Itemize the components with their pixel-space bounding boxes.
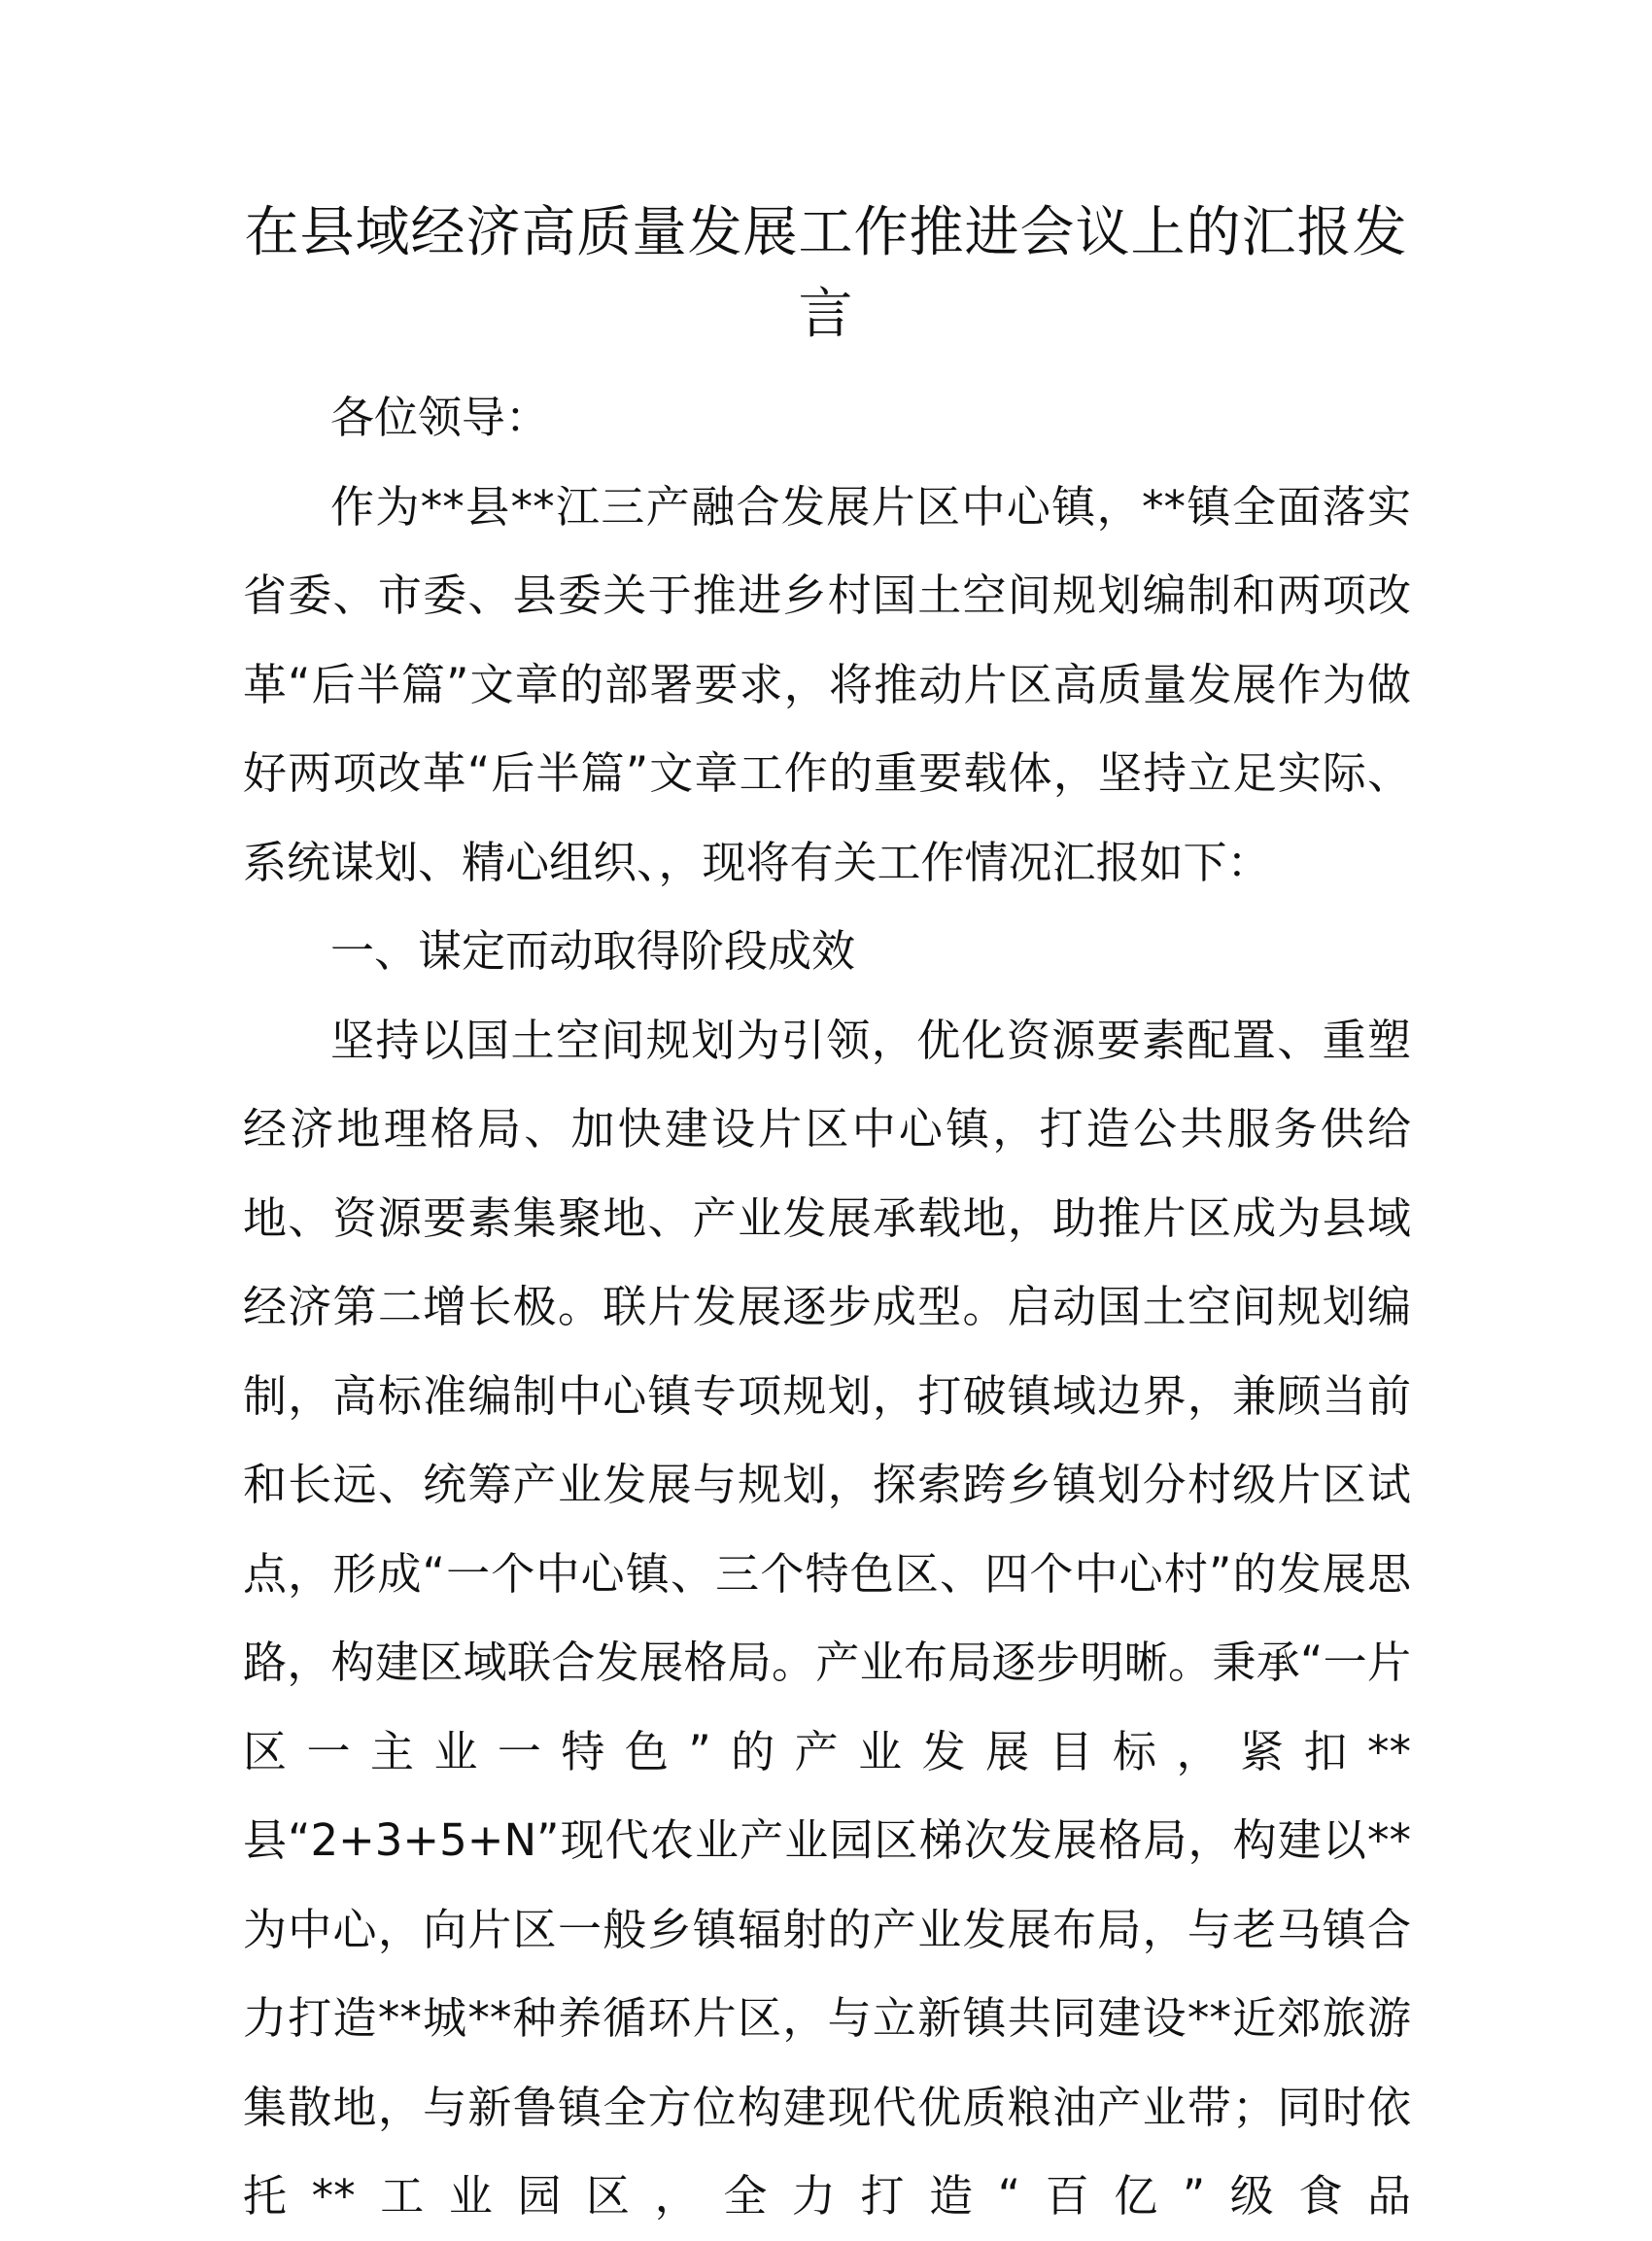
body-paragraph: 坚持以国土空间规划为引领，优化资源要素配置、重塑经济地理格局、加快建设片区中心镇，打造公共服务供给地、资源要素集聚地、产业发展承载地，助推片区成为县域经济第二增长极。联片发展逐步成型。启动国土空间规划编制，高标准编制中心镇专项规划，打破镇域边界，兼顾当前和长远、统筹产业发展与规划，探索跨乡镇划分村级片区试点，形成“一个中心镇、三个特色区、四个中心村”的发展思路，构建区域联合发展格局。产业布局逐步明晰。秉承“一片区一主业一特色”的产业发展目标，紧扣**县“2+3+5+N”现代农业产业园区梯次发展格局，构建以**为中心，向片区一般乡镇辐射的产业发展布局，与老马镇合力打造**城**种养循环片区，与立新镇共同建设**近郊旅游集散地，与新鲁镇全方位构建现代优质粮油产业带；同时依托**工业园区，全力打造“百亿”级食品 — [243, 1014, 1411, 2222]
section-heading: 一、谋定而动取得阶段成效 — [330, 925, 856, 977]
document-title: 在县域经济高质量发展工作推进会议上的汇报发言 — [244, 201, 1408, 346]
salutation: 各位领导： — [330, 392, 550, 443]
document-body — [243, 373, 1411, 2241]
intro-paragraph: 作为**县**江三产融合发展片区中心镇，**镇全面落实省委、市委、县委关于推进乡村国土空间规划编制和两项改革“后半篇”文章的部署要求，将推动片区高质量发展作为做好两项改革“后半篇”文章工作的重要载体，坚持立足实际、系统谋划、精心组织、，现将有关工作情况汇报如下： — [243, 480, 1411, 888]
